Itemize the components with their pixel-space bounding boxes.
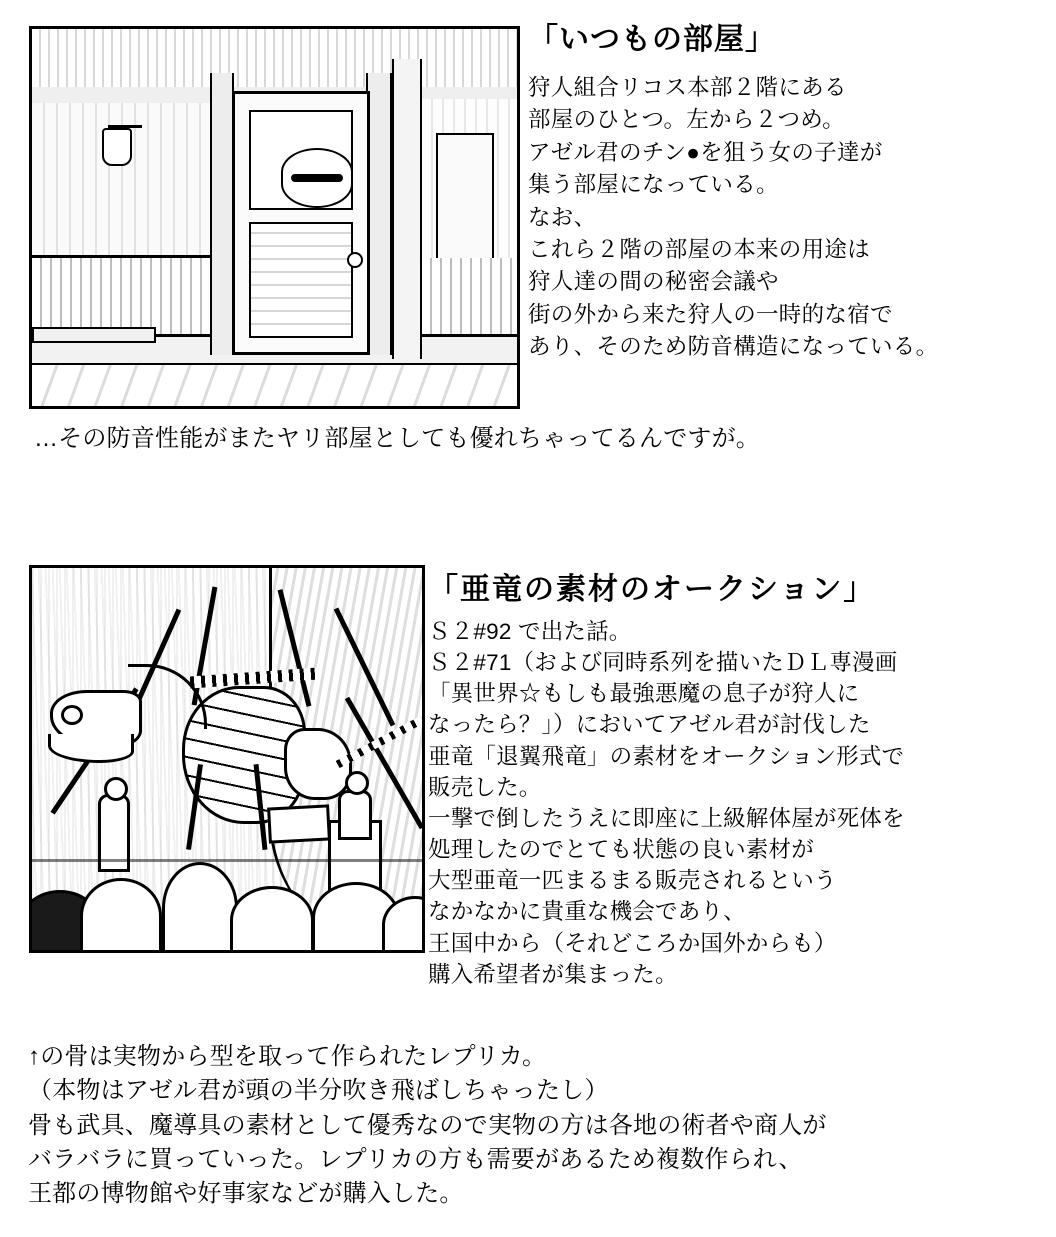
section2-line-8: 処理したのでとても状態の良い素材が: [428, 837, 814, 863]
section1-line-7: 狩人達の間の秘密会議や: [528, 269, 779, 295]
section2-line-12: 購入希望者が集まった。: [428, 961, 678, 987]
auction-ledger: [267, 804, 331, 843]
hallway-bench: [32, 327, 156, 343]
wall-lamp-icon: [102, 128, 132, 166]
section2-line-3: 「異世界☆もしも最強悪魔の息子が狩人に: [428, 681, 860, 707]
door-frame-left: [210, 73, 234, 355]
section1-line-2: 部屋のひとつ。左から２つめ。: [528, 107, 845, 133]
section1-line-3: アゼル君のチン●を狙う女の子達が: [528, 139, 883, 165]
hallway-illustration: [29, 26, 520, 409]
section2-line-2: Ｓ２#71（および同時系列を描いたＤＬ専漫画: [428, 650, 898, 676]
footnote-line-1: ↑の骨は実物から型を取って作られたレプリカ。: [28, 1043, 547, 1070]
section2-line-4: なったら？」）においてアゼル君が討伐した: [428, 712, 871, 738]
door-lower-panel: [249, 222, 353, 338]
section2-line-1: Ｓ２#92 で出た話。: [428, 619, 632, 644]
door-upper-panel: [249, 110, 353, 210]
footnote-line-3: 骨も武具、魔導具の素材として優秀なので実物の方は各地の術者や商人が: [28, 1111, 827, 1139]
section1-caption: …その防音性能がまたヤリ部屋としても優れちゃってるんですが。: [34, 425, 760, 452]
section1-line-5: なお、: [528, 204, 597, 230]
section2-line-7: 一撃で倒したうえに即座に上級解体屋が死体を: [428, 805, 905, 831]
section1-line-9: あり、そのため防音構造になっている。: [528, 334, 939, 360]
section1-line-8: 街の外から来た狩人の一時的な宿で: [528, 301, 893, 327]
ceiling-planks: [32, 29, 517, 89]
section2-line-10: なかなかに貴重な機会であり、: [428, 899, 746, 925]
section2-line-5: 亜竜「退翼飛竜」の素材をオークション形式で: [428, 743, 905, 769]
section1-line-1: 狩人組合リコス本部２階にある: [528, 75, 847, 100]
section1-line-6: これら２階の部屋の本来の用途は: [528, 236, 871, 262]
corridor-pillar: [392, 59, 422, 359]
section1-line-4: 集う部屋になっている。: [528, 172, 779, 198]
auction-artwork: [32, 568, 422, 950]
audience-head: [162, 862, 238, 953]
section2-line-9: 大型亜竜一匹まるまる販売されるという: [428, 868, 837, 894]
auctioneer-figure: [338, 790, 372, 840]
audience-crowd: [29, 858, 425, 953]
audience-head: [230, 886, 314, 953]
audience-head: [80, 878, 162, 953]
section2-line-11: 王国中から（それどころか国外からも）: [428, 930, 837, 956]
room-door: [232, 91, 370, 355]
hallway-artwork: [32, 29, 517, 406]
footnote-line-5: 王都の博物館や好事家などが購入した。: [28, 1180, 464, 1208]
section2-heading: 「亜竜の素材のオークション」: [428, 573, 876, 606]
footnote-line-4: バラバラに買っていった。レプリカの方も需要があるため複数作られ、: [28, 1145, 803, 1173]
auction-skeleton-illustration: [29, 565, 425, 953]
footnote-line-2: （本物はアゼル君が頭の半分吹き飛ばしちゃったし）: [28, 1077, 609, 1105]
section1-text-block: [528, 22, 1048, 364]
section1-heading: 「いつもの部屋」: [528, 23, 776, 56]
floor-boards: [32, 365, 517, 406]
section2-line-6: 販売した。: [428, 774, 542, 800]
door-crest-icon: [281, 148, 353, 208]
door-knob-icon: [347, 252, 363, 268]
section2-footnote: [28, 1040, 1038, 1212]
section2-text-block: [428, 572, 1048, 990]
